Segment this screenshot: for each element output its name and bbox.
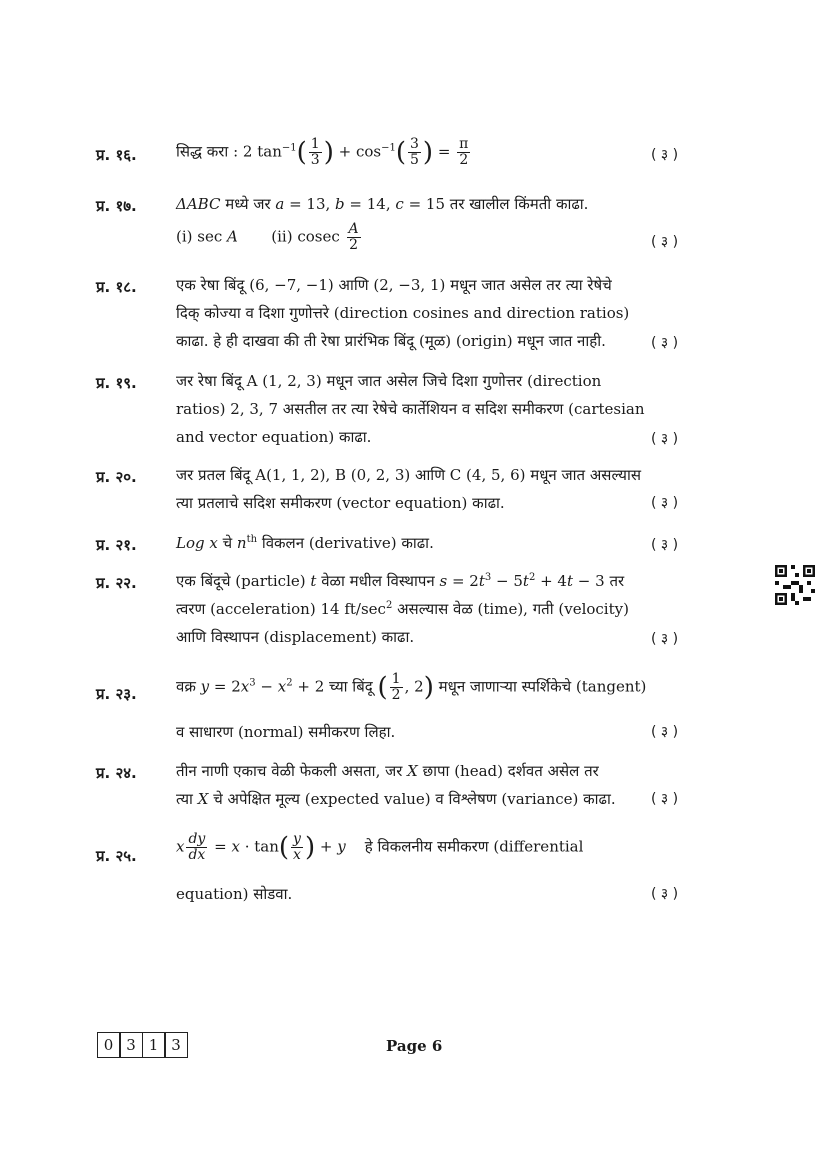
- question-text: काढा. हे ही दाखवा की ती रेषा प्रारंभिक बिंदू (मूळ) (origin) मधून जात नाही.: [176, 332, 606, 350]
- question-text: त्या X चे अपेक्षित मूल्य (expected value) व विश्लेषण (variance) काढा.: [176, 790, 616, 808]
- question-text: एक बिंदूचे (particle) t वेळा मधील विस्थापन $s = 2t^3 - 5t^2 + 4t - 3$ तर: [176, 572, 625, 590]
- question-text: वक्र $y = 2x^3 - x^2 + 2$ च्या बिंदू ( $\frac{1}{2}$ , 2) मधून जाणाऱ्या स्पर्शिकेचे (tangent): [176, 671, 647, 703]
- marks: ( ३ ): [651, 886, 679, 902]
- question-text: x $\frac{dy}{dx}$ = x · tan( $\frac{y}{x}$ ) + y हे विकलनीय समीकरण (differential: [176, 831, 584, 863]
- question-text: जर रेषा बिंदू A (1, 2, 3) मधून जात असेल जिचे दिशा गुणोत्तर (direction: [176, 372, 602, 390]
- question-text: दिक् कोज्या व दिशा गुणोत्तरे (direction cosines and direction ratios): [176, 304, 630, 322]
- question-number: प्र. १७.: [96, 197, 137, 215]
- marks: ( ३ ): [651, 147, 679, 163]
- question-number: प्र. २५.: [96, 847, 137, 865]
- question-text: तीन नाणी एकाच वेळी फेकली असता, जर X छापा (head) दर्शवत असेल तर: [176, 762, 599, 780]
- marks: ( ३ ): [651, 431, 679, 447]
- marks: ( ३ ): [651, 495, 679, 511]
- page-number: Page 6: [386, 1037, 443, 1055]
- question-number: प्र. २२.: [96, 574, 137, 592]
- marks: ( ३ ): [651, 537, 679, 553]
- question-text: त्या प्रतलाचे सदिश समीकरण (vector equation) काढा.: [176, 494, 505, 512]
- marks: ( ३ ): [651, 234, 679, 250]
- question-text: ΔABC मध्ये जर a = 13, b = 14, c = 15 तर खालील किंमती काढा.: [176, 195, 589, 213]
- question-text: and vector equation) काढा.: [176, 428, 372, 446]
- question-number: प्र. २१.: [96, 536, 137, 554]
- marks: ( ३ ): [651, 631, 679, 647]
- question-number: प्र. २०.: [96, 468, 137, 486]
- question-text: आणि विस्थापन (displacement) काढा.: [176, 628, 415, 646]
- question-text: Log x चे $n^{th}$ विकलन (derivative) काढा.: [176, 534, 434, 552]
- paper-code: [98, 1032, 188, 1058]
- paper-code-digit: 3: [119, 1032, 143, 1058]
- question-number: प्र. २४.: [96, 764, 137, 782]
- marks: ( ३ ): [651, 724, 679, 740]
- question-text: एक रेषा बिंदू (6, −7, −1) आणि (2, −3, 1) मधून जात असेल तर त्या रेषेचे: [176, 276, 612, 294]
- paper-code-digit: 3: [164, 1032, 188, 1058]
- question-text: जर प्रतल बिंदू A(1, 1, 2), B (0, 2, 3) आणि C (4, 5, 6) मधून जात असल्यास: [176, 466, 642, 484]
- marks: ( ३ ): [651, 791, 679, 807]
- question-text: त्वरण (acceleration) 14 $ft/\sec^2$ असल्यास वेळ (time), गती (velocity): [176, 600, 629, 618]
- marks: ( ३ ): [651, 335, 679, 351]
- paper-code-digit: 0: [97, 1032, 121, 1058]
- question-number: प्र. १९.: [96, 374, 137, 392]
- question-text: ratios) 2, 3, 7 असतील तर त्या रेषेचे कार्तेशियन व सदिश समीकरण (cartesian: [176, 400, 645, 418]
- question-text: व साधारण (normal) समीकरण लिहा.: [176, 723, 396, 741]
- qr-code: [775, 565, 815, 605]
- question-text: equation) सोडवा.: [176, 885, 293, 903]
- question-number: प्र. १६.: [96, 146, 137, 164]
- question-number: प्र. १८.: [96, 278, 137, 296]
- question-text: (i) sec A (ii) cosec $\frac{A}{2}$: [176, 221, 359, 253]
- paper-code-digit: 1: [142, 1032, 166, 1058]
- question-number: प्र. २३.: [96, 685, 137, 703]
- question-text: सिद्ध करा : 2 $\tan^{-1}$( $\frac{1}{3}$ ) + $\cos^{-1}$( $\frac{3}{5}$ ) = $\frac{\pi}{2}$: [176, 136, 469, 168]
